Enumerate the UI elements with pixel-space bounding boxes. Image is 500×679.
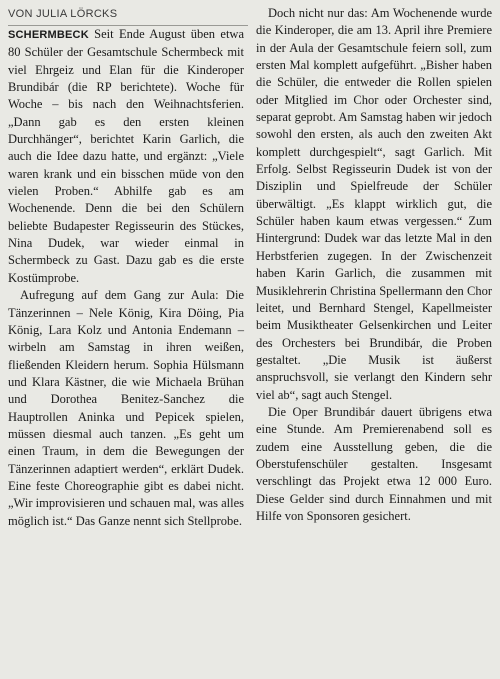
left-column <box>8 26 244 530</box>
paragraph-text: Seit Ende August üben etwa 80 Schüler der Gesamtschule Schermbeck mit viel Ehrgeiz und Elan für die Kinderoper Brundibár (die RP berichtete). Woche für Woche – bis nach den Weihnachtsferien. „Dann gab es den ersten kleinen Durchhänger“, berichtet Karin Garlich, die auch die Idee dazu hatte, und ergänzt: „Viele waren krank und ein bisschen müde von den vielen Proben.“ Abhilfe gab es am Wochenende. Denn die bei den Schülern beliebte Budapester Regisseurin des Stückes, Nina Dudek, war wieder einmal in Schermbeck zu Gast. Dazu gab es die erste Kostümprobe. <box>8 27 244 285</box>
right-column <box>256 5 492 525</box>
byline-row <box>8 6 248 26</box>
paragraph: Die Oper Brundibár dauert übrigens etwa eine Stunde. Am Premierenabend soll es zudem eine Ausstellung geben, die die Oberstufenschüler gestalten. Insgesamt verschlingt das Projekt etwa 12 000 Euro. Diese Gelder sind durch Einnahmen und mit Hilfe von Sponsoren gesichert. <box>256 404 492 523</box>
dateline: SCHERMBECK <box>8 29 89 41</box>
byline: VON JULIA LÖRCKS <box>8 8 118 20</box>
paragraph: Aufregung auf dem Gang zur Aula: Die Tänzerinnen – Nele König, Kira Döing, Pia König, Lara Kolz und Antonia Endemann – wirbeln am Samstag in ihren weißen, fließenden Kleidern herum. Sophia Hülsmann und Klara Kästner, die wie Michaela Brühan und Dorothea Benitez-Sanchez die Hauptrollen Aninka und Pepicek spielen, müssen diesmal auch tanzen. „Es geht um einen Traum, in dem die Bewegungen der Tänzerinnen adaptiert werden“, erklärt Dudek. Eine feste Choreographie gibt es dabei nicht. „Wir improvisieren und schauen mal, was alles möglich ist.“ Das Ganze nennt sich Stellprobe. <box>8 288 244 528</box>
paragraph <box>8 26 244 287</box>
paragraph: Doch nicht nur das: Am Wochenende wurde die Kinderoper, die am 13. April ihre Premiere in der Aula der Gesamtschule feiern soll, zum ersten Mal komplett aufgeführt. „Bisher haben die Schüler, die entweder die Rollen spielen oder Mitglied im Chor oder Orchester sind, separat geprobt. Am Samstag haben wir jedoch sowohl den ersten, als auch den zweiten Akt komplett durchgespielt“, sagt Garlich. Mit Erfolg. Selbst Regisseurin Dudek ist von der Disziplin und Spielfreude der Schüler überwältigt. „Es klappt wirklich gut, die Schüler haben kaum etwas vergessen.“ Zum Hintergrund: Dudek war das letzte Mal in den Herbstferien zugegen. In der Zwischenzeit haben Karin Garlich, die zusammen mit Musiklehrerin Christina Spellermann den Chor leitet, und Bernhard Stengel, Kapellmeister beim Musiktheater Gelsenkirchen und Leiter des Orchesters bei Brundibár, die Proben gestaltet. „Die Musik ist äußerst anspruchsvoll, sie verlangt den Kindern sehr viel ab“, sagt auch Stengel. <box>256 6 492 402</box>
